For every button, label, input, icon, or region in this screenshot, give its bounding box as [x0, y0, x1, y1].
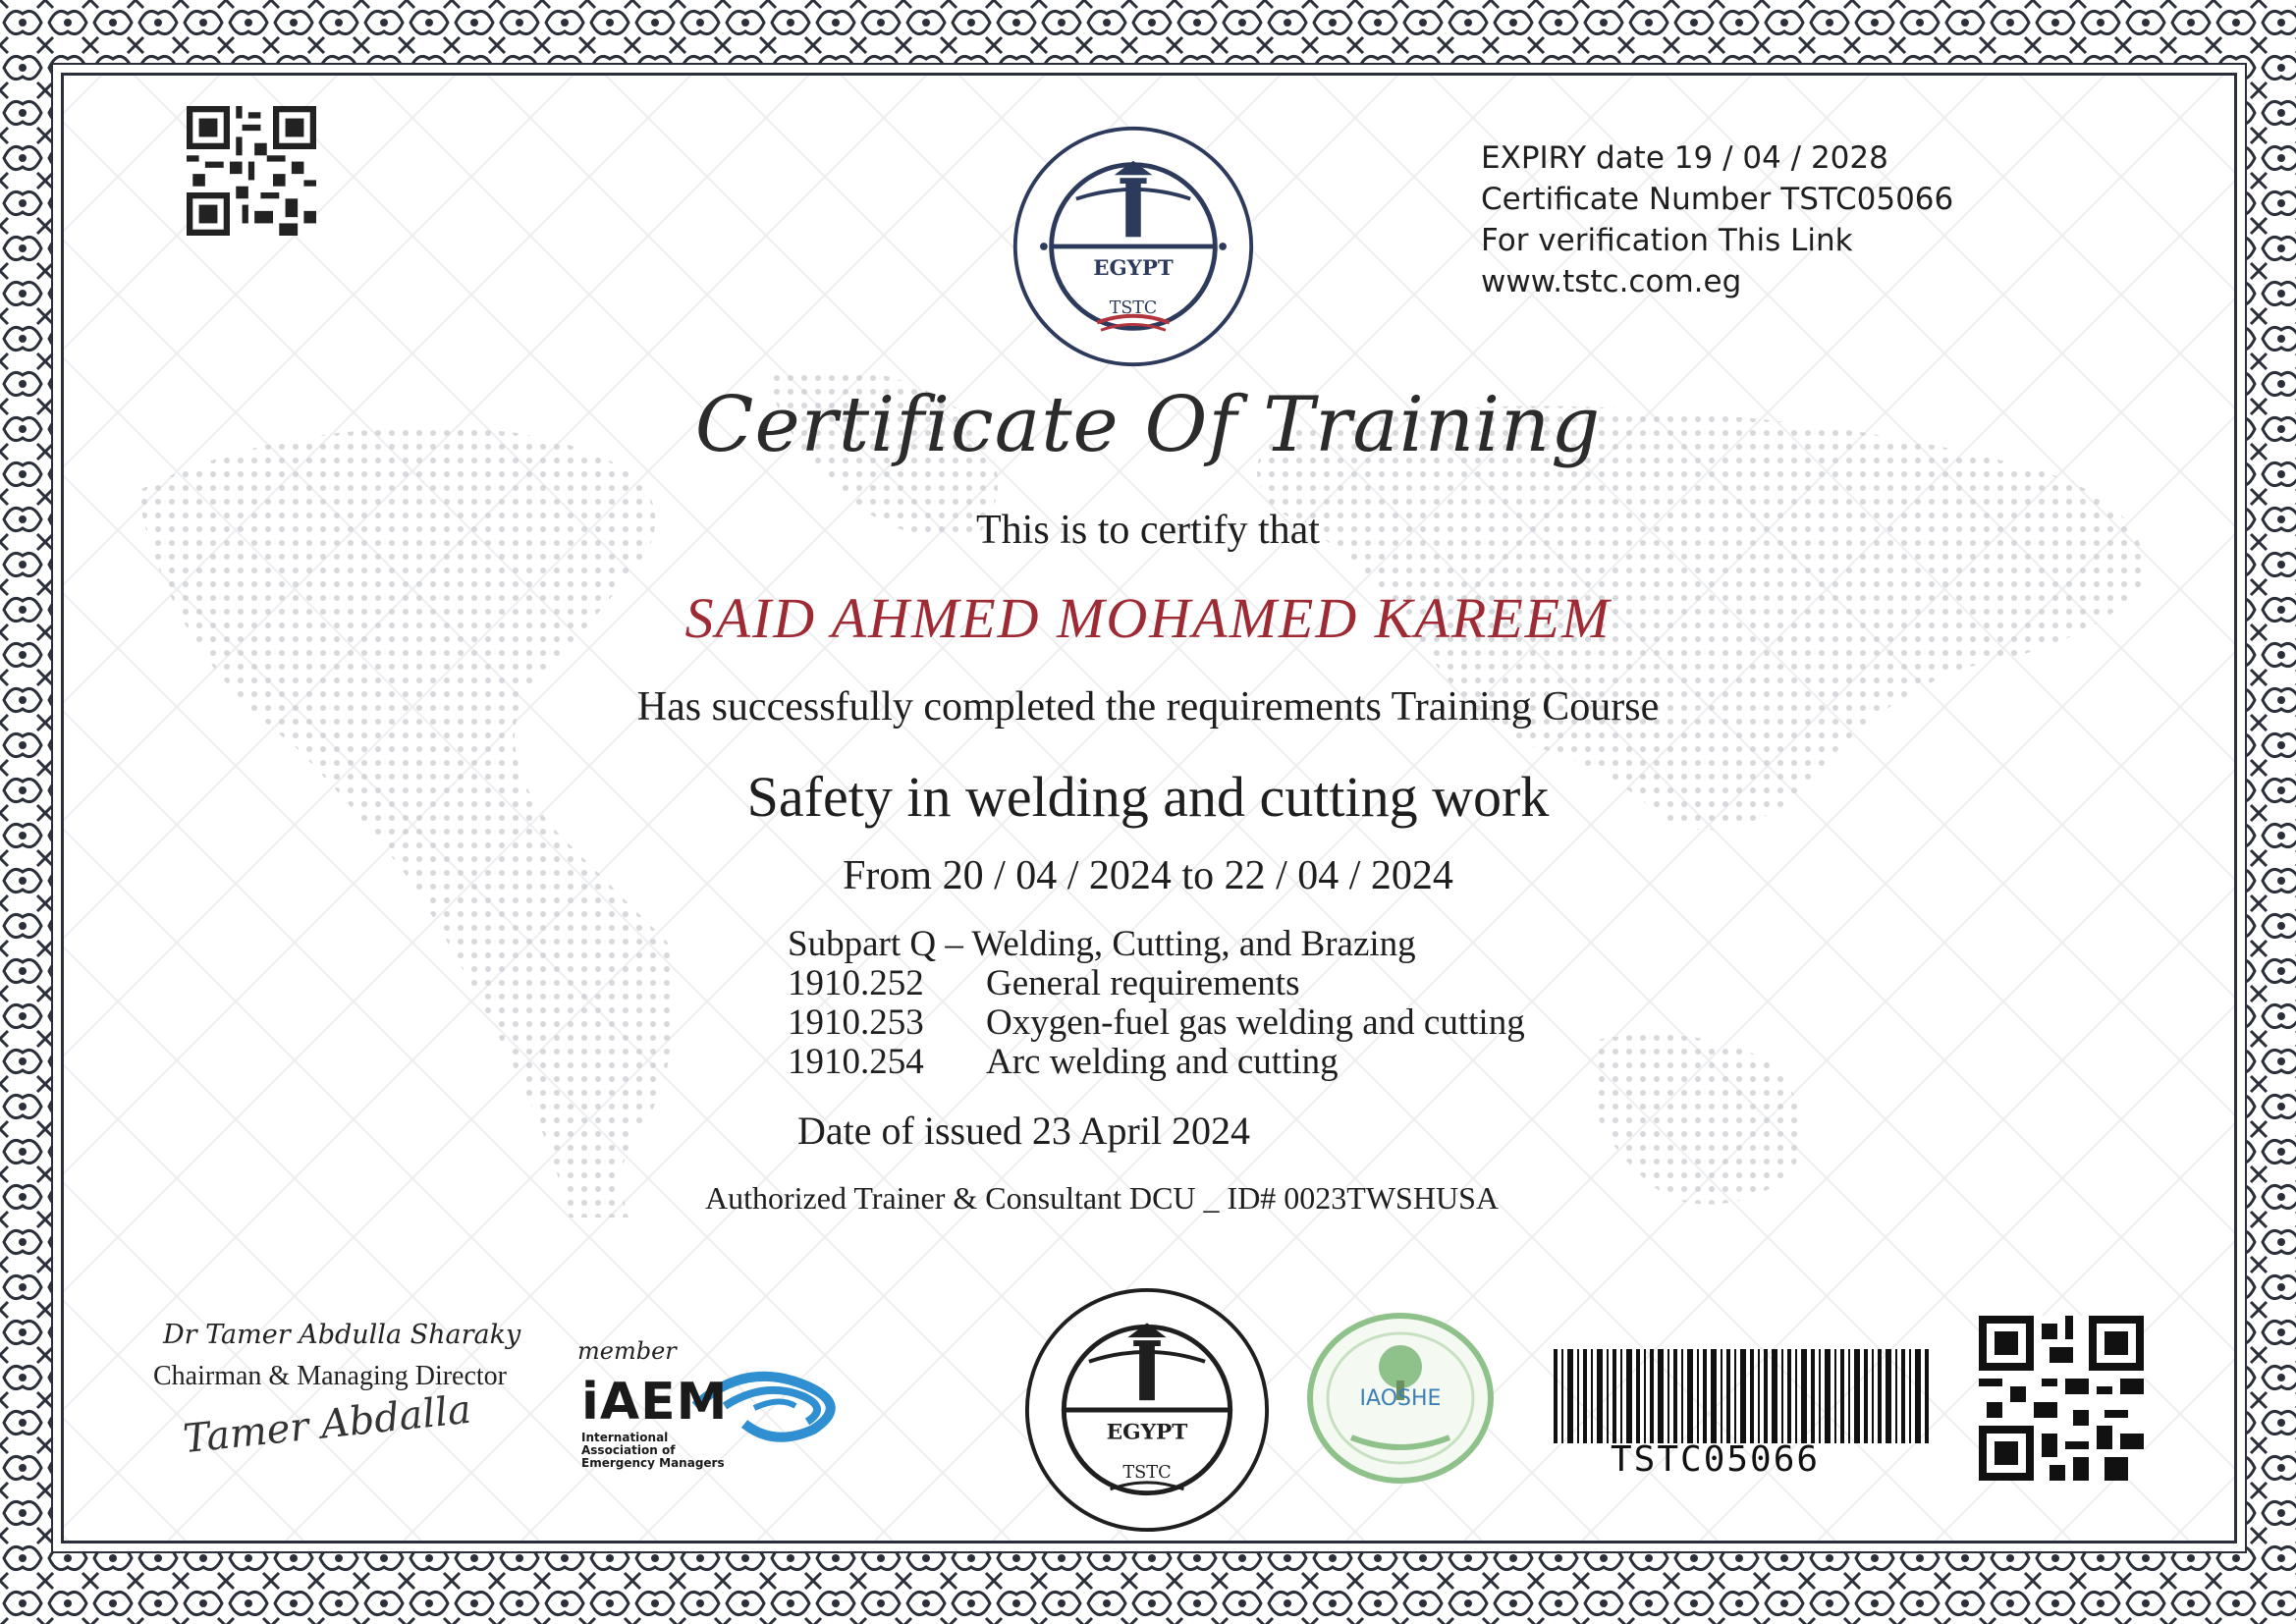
qr-code-icon: [187, 106, 316, 236]
verification-text: For verification This Link: [1481, 223, 1853, 258]
verification-link[interactable]: www.tstc.com.eg: [1481, 264, 1742, 299]
barcode-icon: [1554, 1349, 1931, 1443]
list-item: [788, 964, 1525, 1003]
tstc-seal-icon: [1010, 123, 1257, 370]
requirement-code: 1910.254: [788, 1042, 924, 1082]
requirement-name: General requirements: [986, 963, 1300, 1003]
tstc-seal-icon: [1021, 1284, 1273, 1536]
list-item: [788, 1043, 1525, 1082]
requirement-name: Oxygen-fuel gas welding and cutting: [986, 1002, 1525, 1043]
requirements-list: [788, 964, 1525, 1082]
svg-text:TSTC: TSTC: [1109, 298, 1158, 318]
iaoshe-label: IAOSHE: [1359, 1386, 1442, 1411]
signature: Tamer Abdalla: [181, 1386, 473, 1463]
iaem-logo: [577, 1337, 862, 1475]
qr-code-icon: [1979, 1316, 2144, 1481]
iaem-subtitle: International Association of Emergency Managers: [581, 1431, 725, 1470]
barcode-number: TSTC05066: [1611, 1439, 1821, 1480]
course-name: Safety in welding and cutting work: [746, 765, 1550, 829]
iaem-member-label: member: [577, 1337, 677, 1365]
issue-date: Date of issued 23 April 2024: [797, 1109, 1251, 1153]
signatory-name: Dr Tamer Abdulla Sharaky: [163, 1320, 521, 1350]
requirement-name: Arc welding and cutting: [986, 1042, 1339, 1082]
certificate-info: [1481, 137, 1953, 302]
svg-text:EGYPT: EGYPT: [1106, 1420, 1188, 1445]
svg-text:TSTC: TSTC: [1122, 1462, 1172, 1483]
certify-text: This is to certify that: [976, 508, 1320, 553]
iaoshe-logo: [1302, 1310, 1499, 1487]
subpart-heading: Subpart Q – Welding, Cutting, and Brazing: [788, 924, 1416, 964]
requirement-code: 1910.252: [788, 963, 924, 1003]
list-item: [788, 1003, 1525, 1043]
certificate-number: Certificate Number TSTC05066: [1481, 182, 1954, 217]
svg-text:EGYPT: EGYPT: [1093, 256, 1174, 282]
recipient-name: SAID AHMED MOHAMED KAREEM: [684, 586, 1612, 650]
expiry-date: EXPIRY date 19 / 04 / 2028: [1481, 140, 1888, 176]
authorized-trainer: Authorized Trainer & Consultant DCU _ ID# 0023TWSHUSA: [705, 1180, 1499, 1216]
iaem-logo-text: iAEM: [581, 1373, 729, 1432]
requirement-code: 1910.253: [788, 1002, 924, 1043]
completed-text: Has successfully completed the requirements Training Course: [636, 684, 1660, 730]
certificate-title: Certificate Of Training: [694, 381, 1602, 469]
signatory-role: Chairman & Managing Director: [153, 1361, 508, 1391]
course-dates: From 20 / 04 / 2024 to 22 / 04 / 2024: [843, 853, 1453, 898]
